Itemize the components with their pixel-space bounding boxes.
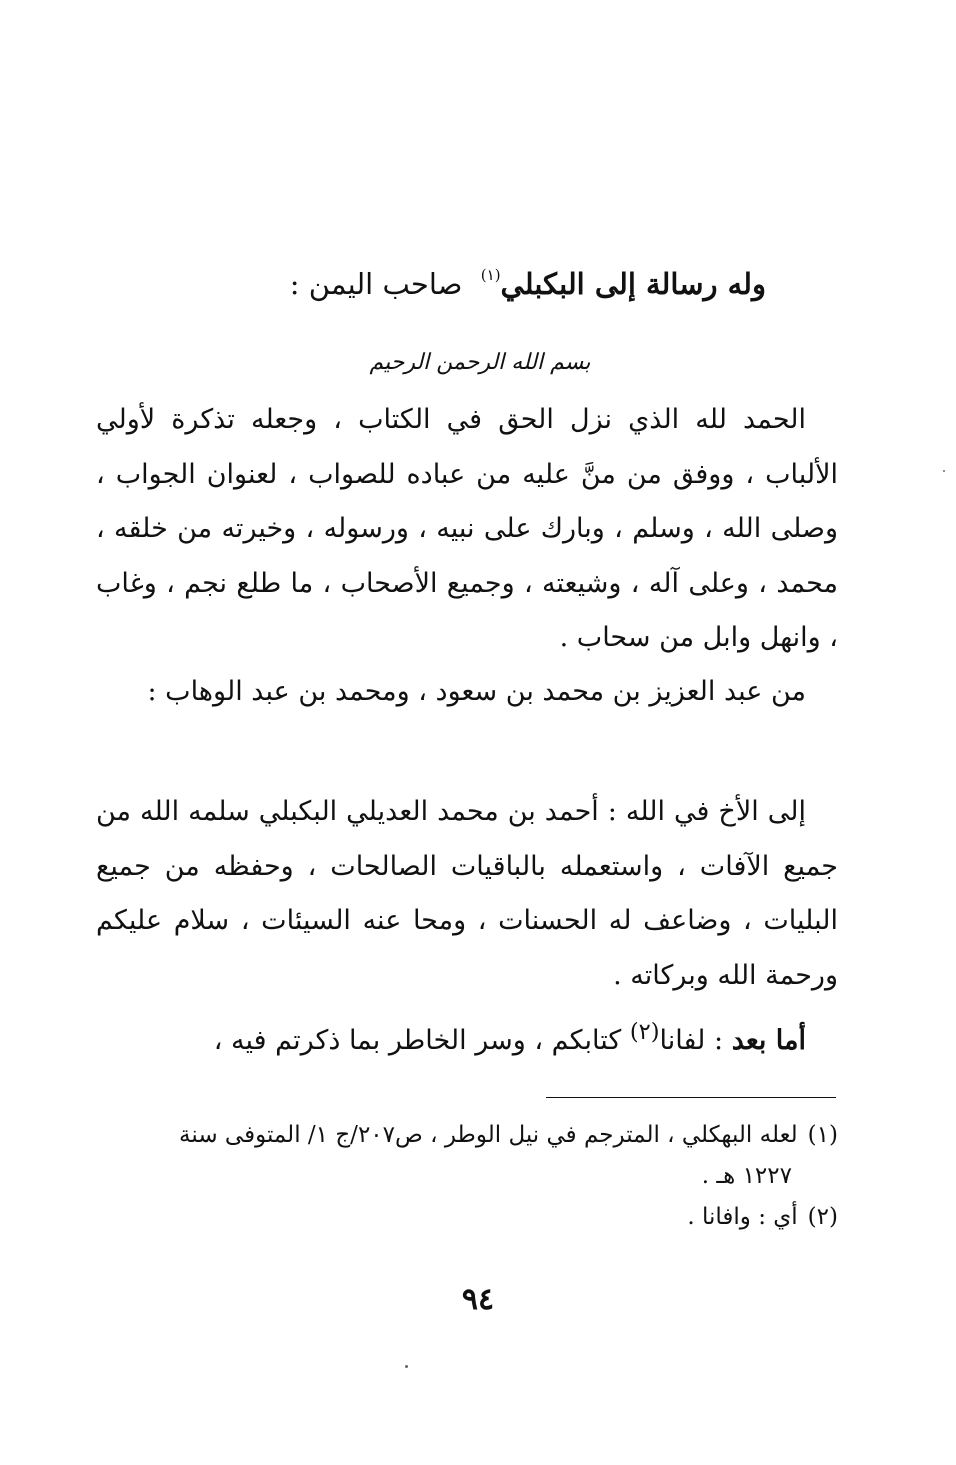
page-number: ٩٤ — [461, 1282, 495, 1317]
print-speck — [943, 470, 945, 472]
footnote-text: أي : وافانا . — [687, 1204, 798, 1230]
print-speck — [405, 1365, 408, 1368]
footnote-2 — [96, 1197, 838, 1238]
paragraph-text: كتابكم ، وسر الخاطر بما ذكرتم فيه ، — [213, 1025, 622, 1056]
footnote-separator — [546, 1097, 836, 1098]
paragraph-sender — [96, 665, 838, 720]
footnote-number: (١) — [807, 1122, 838, 1148]
footnote-number: (٢) — [807, 1204, 838, 1230]
paragraph-lead-word: أما بعد — [731, 1025, 806, 1056]
paragraph-pre-ref: : لفانا — [659, 1025, 724, 1056]
footnote-1-continuation: ١٢٢٧ هـ . — [701, 1163, 792, 1189]
paragraph-text: إلى الأخ في الله : أحمد بن محمد العديلي البكبلي سلمه الله من جميع الآفات ، واستعمله بالباقيات الصالحات ، وحفظه من جميع البليات ، وضاعف له الحسنات ، ومحا عنه السيئات ، سلام عليكم ورحمة الله وبركاته . — [96, 796, 838, 991]
paragraph-text: الحمد لله الذي نزل الحق في الكتاب ، وجعله تذكرة لأولي الألباب ، ووفق من منَّ عليه من عباده للصواب ، لعنوان الجواب ، وصلى الله ، وسلم ، وبارك على نبيه ، ورسوله ، وخيرته من خلقه ، محمد ، وعلى آله ، وشيعته ، وجميع الأصحاب ، ما طلع نجم ، وغاب ، وانهل وابل من سحاب . — [96, 404, 838, 653]
paragraph-body-start — [96, 1005, 838, 1069]
footnotes — [96, 1115, 838, 1238]
footnote-text: لعله البهكلي ، المترجم في نيل الوطر ، ص٢٠٧/ج ١/ المتوفى سنة — [179, 1122, 798, 1148]
paragraph-opening-praise — [96, 393, 838, 666]
paragraph-footnote-ref: (٢) — [629, 1019, 660, 1045]
footnote-1 — [96, 1115, 838, 1156]
heading-bold-text: وله رسالة إلى البكبلي — [500, 267, 766, 301]
paragraph-text: من عبد العزيز بن محمد بن سعود ، ومحمد بن عبد الوهاب : — [147, 676, 806, 707]
paragraph-recipient — [96, 785, 838, 1003]
heading-rest-text: صاحب اليمن : — [289, 267, 463, 301]
basmala-calligraphy: بسم الله الرحمن الرحيم — [369, 350, 591, 375]
heading-footnote-ref: (١) — [480, 266, 501, 284]
letter-heading — [206, 250, 766, 309]
